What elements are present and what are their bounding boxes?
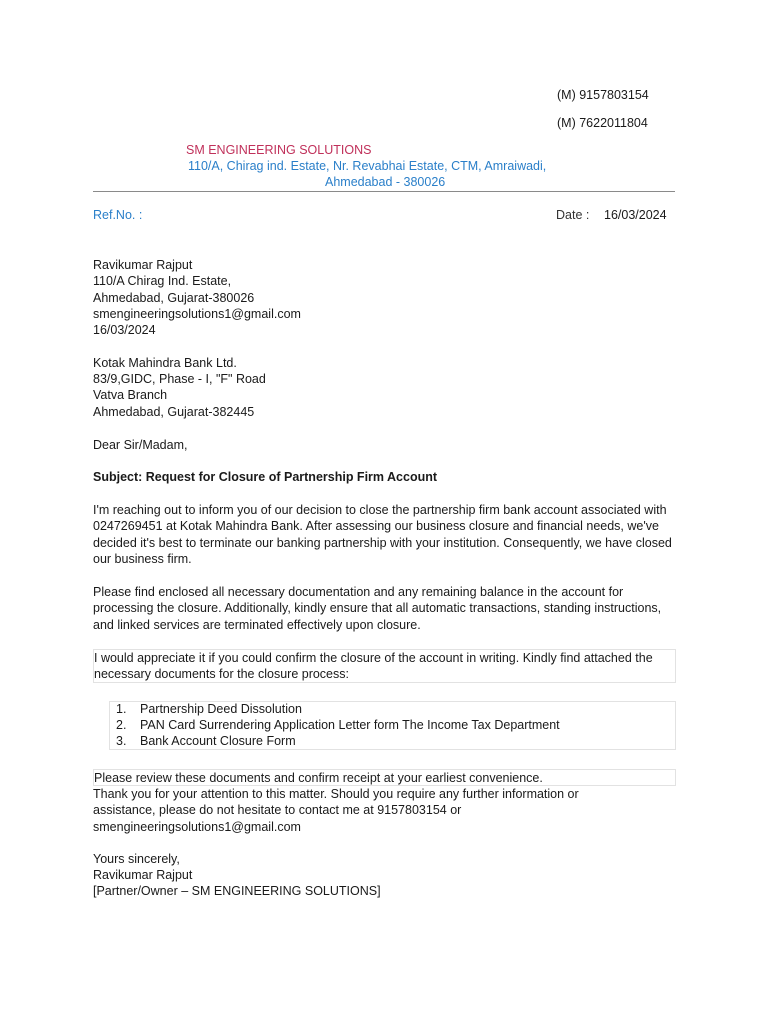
sender-name: Ravikumar Rajput	[93, 258, 193, 272]
company-name: SM ENGINEERING SOLUTIONS	[186, 143, 372, 157]
sender-email: smengineeringsolutions1@gmail.com	[93, 307, 301, 321]
list-item	[116, 701, 302, 717]
list-item-text: PAN Card Surrendering Application Letter form The Income Tax Department	[140, 718, 560, 732]
signatory-name: Ravikumar Rajput	[93, 868, 193, 882]
body-paragraph-5: Thank you for your attention to this matter. Should you require any further information or assistance, please do not hesitate to contact me at 9157803154 or smengineeringsolutions1@gmail.com	[93, 787, 579, 834]
list-item-number: 2.	[116, 718, 127, 732]
reference-number-label: Ref.No. :	[93, 208, 143, 222]
salutation: Dear Sir/Madam,	[93, 438, 188, 452]
phone-number-1: (M) 9157803154	[557, 88, 649, 102]
recipient-bank-name: Kotak Mahindra Bank Ltd.	[93, 356, 237, 370]
body-paragraph-1: I'm reaching out to inform you of our decision to close the partnership firm bank account associated with 0247269451 at Kotak Mahindra Bank. After assessing our business closure and financial needs, we've decided it's best to terminate our banking partnership with your institution. Consequently, we have closed our business firm.	[93, 503, 672, 567]
recipient-address-line-1: 83/9,GIDC, Phase - I, "F" Road	[93, 372, 266, 386]
date-label: Date :	[556, 208, 590, 222]
date-value: 16/03/2024	[604, 208, 667, 222]
letterhead-divider	[93, 191, 675, 192]
letter-date: 16/03/2024	[93, 323, 156, 337]
list-item	[116, 717, 560, 733]
company-address-line-2: Ahmedabad - 380026	[325, 175, 446, 189]
sender-address-line-2: Ahmedabad, Gujarat-380026	[93, 291, 255, 305]
sign-off: Yours sincerely,	[93, 852, 180, 866]
list-item-number: 3.	[116, 734, 127, 748]
company-address-line-1: 110/A, Chirag ind. Estate, Nr. Revabhai Estate, CTM, Amraiwadi,	[188, 159, 547, 173]
recipient-branch: Vatva Branch	[93, 388, 168, 402]
body-paragraph-2: Please find enclosed all necessary documentation and any remaining balance in the account for processing the closure. Additionally, kindly ensure that all automatic transactions, standing instructions, and linked services are terminated effectively upon closure.	[93, 585, 662, 632]
body-paragraph-4: Please review these documents and confirm receipt at your earliest convenience.	[93, 769, 676, 786]
sender-address-line-1: 110/A Chirag Ind. Estate,	[93, 274, 232, 288]
signatory-title: [Partner/Owner – SM ENGINEERING SOLUTIONS]	[93, 884, 381, 898]
phone-number-2: (M) 7622011804	[557, 116, 648, 130]
subject-line: Subject: Request for Closure of Partnership Firm Account	[93, 470, 438, 484]
list-item-text: Bank Account Closure Form	[140, 734, 296, 748]
list-item-number: 1.	[116, 702, 127, 716]
recipient-address-line-2: Ahmedabad, Gujarat-382445	[93, 405, 255, 419]
list-item-text: Partnership Deed Dissolution	[140, 702, 302, 716]
list-item	[116, 733, 296, 749]
body-paragraph-3: I would appreciate it if you could confirm the closure of the account in writing. Kindly find attached the necessary documents for the closure process:	[93, 649, 676, 683]
